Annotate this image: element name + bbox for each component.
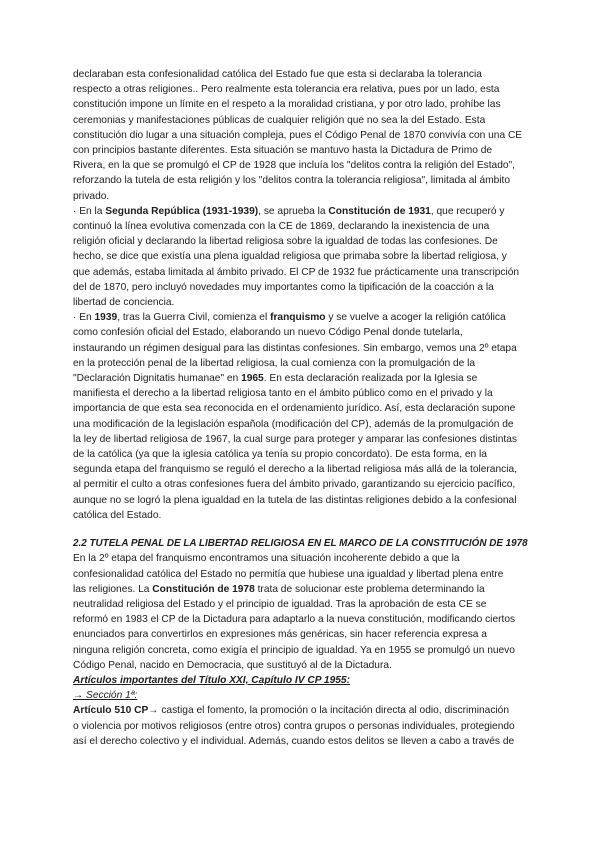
text-line: ninguna religión concreta, como exigía el principio de igualdad. Ya en 1955 se promulgó un nuevo [73, 644, 515, 656]
text-line: al permitir el culto a otras confesiones fuera del ámbito privado, garantizando su ejercicio pacífico, [73, 479, 516, 491]
text-line: hecho, se dice que existía una plena igualdad religiosa que primaba sobre la libertad religiosa, y [73, 251, 507, 263]
text-line: una modificación de la legislación española (modificación del CP), además de la promulgación de [73, 418, 514, 430]
text-line: declaraban esta confesionalidad católica del Estado fue que esta si declaraba la tolerancia [73, 69, 482, 80]
text-line: Código Penal, nacido en Democracia, que sustituyó al de la Dictadura. [73, 659, 392, 671]
text-line: importancia de que esta sea reconocida en el ordenamiento jurídico. Así, esta declaración supone [73, 403, 516, 415]
text-line: o violencia por motivos religiosos (entre otros) contra grupos o personas individuales, protegiendo [73, 720, 515, 732]
seccion-heading: → Sección 1ª: [73, 690, 138, 702]
text-line: que además, estaba limitada al ámbito privado. El CP de 1932 fue prácticamente una transcripción [73, 266, 520, 278]
text-line: las religiones. La Constitución de 1978 trata de solucionar este problema determinando la [73, 583, 485, 595]
text-line: Rivera, en la que se promulgó el CP de 1928 que incluía los "delitos contra la religión del Estado", [73, 160, 515, 172]
text-line: "Declaración Dignitatis humanae" en 1965. En esta declaración realizada por la Iglesia se [73, 373, 478, 385]
text-line: católica del Estado. [73, 509, 162, 521]
paragraph-constitucion-1978 [73, 551, 528, 673]
bold-term: 1939 [94, 312, 118, 324]
bold-term: Constitución de 1978 [152, 583, 255, 595]
text-line: de la católica (ya que la iglesia católica ya tenía su propio concordato). De esta forma, en la [73, 449, 487, 461]
text-line: libertad de conciencia. [73, 297, 175, 309]
bold-term: Constitución de 1931 [328, 205, 431, 217]
text-line: reforzando la tutela de esta religión y los "delitos contra la tolerancia religiosa", limitada al ámbito [73, 175, 511, 187]
bold-term: franquismo [270, 312, 326, 324]
text-line: del de 1870, pero incluyó novedades muy importantes como la tipificación de la coacción a la [73, 281, 494, 293]
text-line: constitución impone un límite en el respeto a la moralidad cristiana, y por otro lado, prohíbe las [73, 99, 501, 111]
text-line: ceremonias y manifestaciones públicas de cualquier religión que no sea la del Estado. Esta [73, 114, 486, 126]
text-line: confesionalidad católica del Estado no permitía que hubiese una igualdad y libertad plena entre [73, 568, 504, 580]
text-line: con principios bastante diferentes. Esta situación se mantuvo hasta la Dictadura de Primo de [73, 145, 493, 157]
text-line: en la protección penal de la libertad religiosa, la cual comienza con la promulgación de la [73, 357, 476, 369]
text-line: instaurando un régimen desigual para las distintas confesiones. Sin embargo, vemos una 2º etapa [73, 342, 517, 354]
text-line: reformó en 1983 el CP de la Dictadura para adaptarlo a la nueva constitución, modificando ciertos [73, 614, 516, 626]
text-line: segunda etapa del franquismo se reguló el derecho a la libertad religiosa más allá de la tolerancia, [73, 464, 517, 476]
text-line: como confesión oficial del Estado, elaborando un nuevo Código Penal donde tutelarla, [73, 327, 463, 339]
paragraph-gap [73, 523, 528, 536]
text-line: · En la Segunda República (1931-1939), se aprueba la Constitución de 1931, que recuperó y [73, 205, 505, 217]
text-line: constitución dio lugar a una situación compleja, pues el Código Penal de 1870 convivía con una CE [73, 129, 523, 141]
text-line: neutralidad religiosa del Estado y el principio de igualdad. Tras la aprobación de esta CE se [73, 598, 487, 610]
section-heading: 2.2 TUTELA PENAL DE LA LIBERTAD RELIGIOSA EN EL MARCO DE LA CONSTITUCIÓN DE 1978 [73, 538, 528, 550]
text-line: así el derecho colectivo y el individual. Además, cuando estos delitos se lleven a cabo a través de [73, 735, 515, 747]
text-line: la ley de libertad religiosa de 1967, la cual surge para proteger y amparar las confesiones distintas [73, 433, 517, 445]
text-line: enunciados para convertirlos en expresiones más genéricas, sin hacer referencia expresa a [73, 629, 487, 641]
paragraph-franquismo [73, 310, 528, 523]
text-line: continuó la línea evolutiva comenzada con la CE de 1869, declarando la inexistencia de una [73, 221, 490, 233]
text-line: · En 1939, tras la Guerra Civil, comienza el franquismo y se vuelve a acoger la religión católica [73, 312, 506, 324]
articles-heading: Artículos importantes del Título XXI, Capítulo IV CP 1955: [73, 674, 350, 686]
text-line: aunque no se logró la plena igualdad en la tutela de las distintas religiones debido a la confesional [73, 494, 517, 506]
paragraph-segunda-republica [73, 204, 528, 310]
text-line: manifiesta el derecho a la libertad religiosa tanto en el ámbito público como en el privado y la [73, 388, 493, 400]
bold-term: Segunda República (1931-1939) [105, 205, 259, 217]
text-line: privado. [73, 190, 110, 202]
text-line: En la 2º etapa del franquismo encontramos una situación incoherente debido a que la [73, 553, 460, 565]
paragraph-articulo-510 [73, 703, 528, 749]
text-line: religión oficial y declarando la libertad religiosa sobre la igualdad de todas las confesiones. De [73, 236, 498, 248]
bold-term: 1965 [241, 373, 264, 385]
text-line: Artículo 510 CP→ castiga el fomento, la promoción o la incitación directa al odio, discriminación [73, 705, 510, 717]
paragraph-constitution-1876 [73, 67, 528, 204]
document-page [73, 67, 528, 749]
bold-term: Artículo 510 CP→ [73, 705, 159, 717]
text-line: respecto a otras religiones.. Pero realmente esta tolerancia era relativa, pues por un lado, esta [73, 84, 500, 96]
